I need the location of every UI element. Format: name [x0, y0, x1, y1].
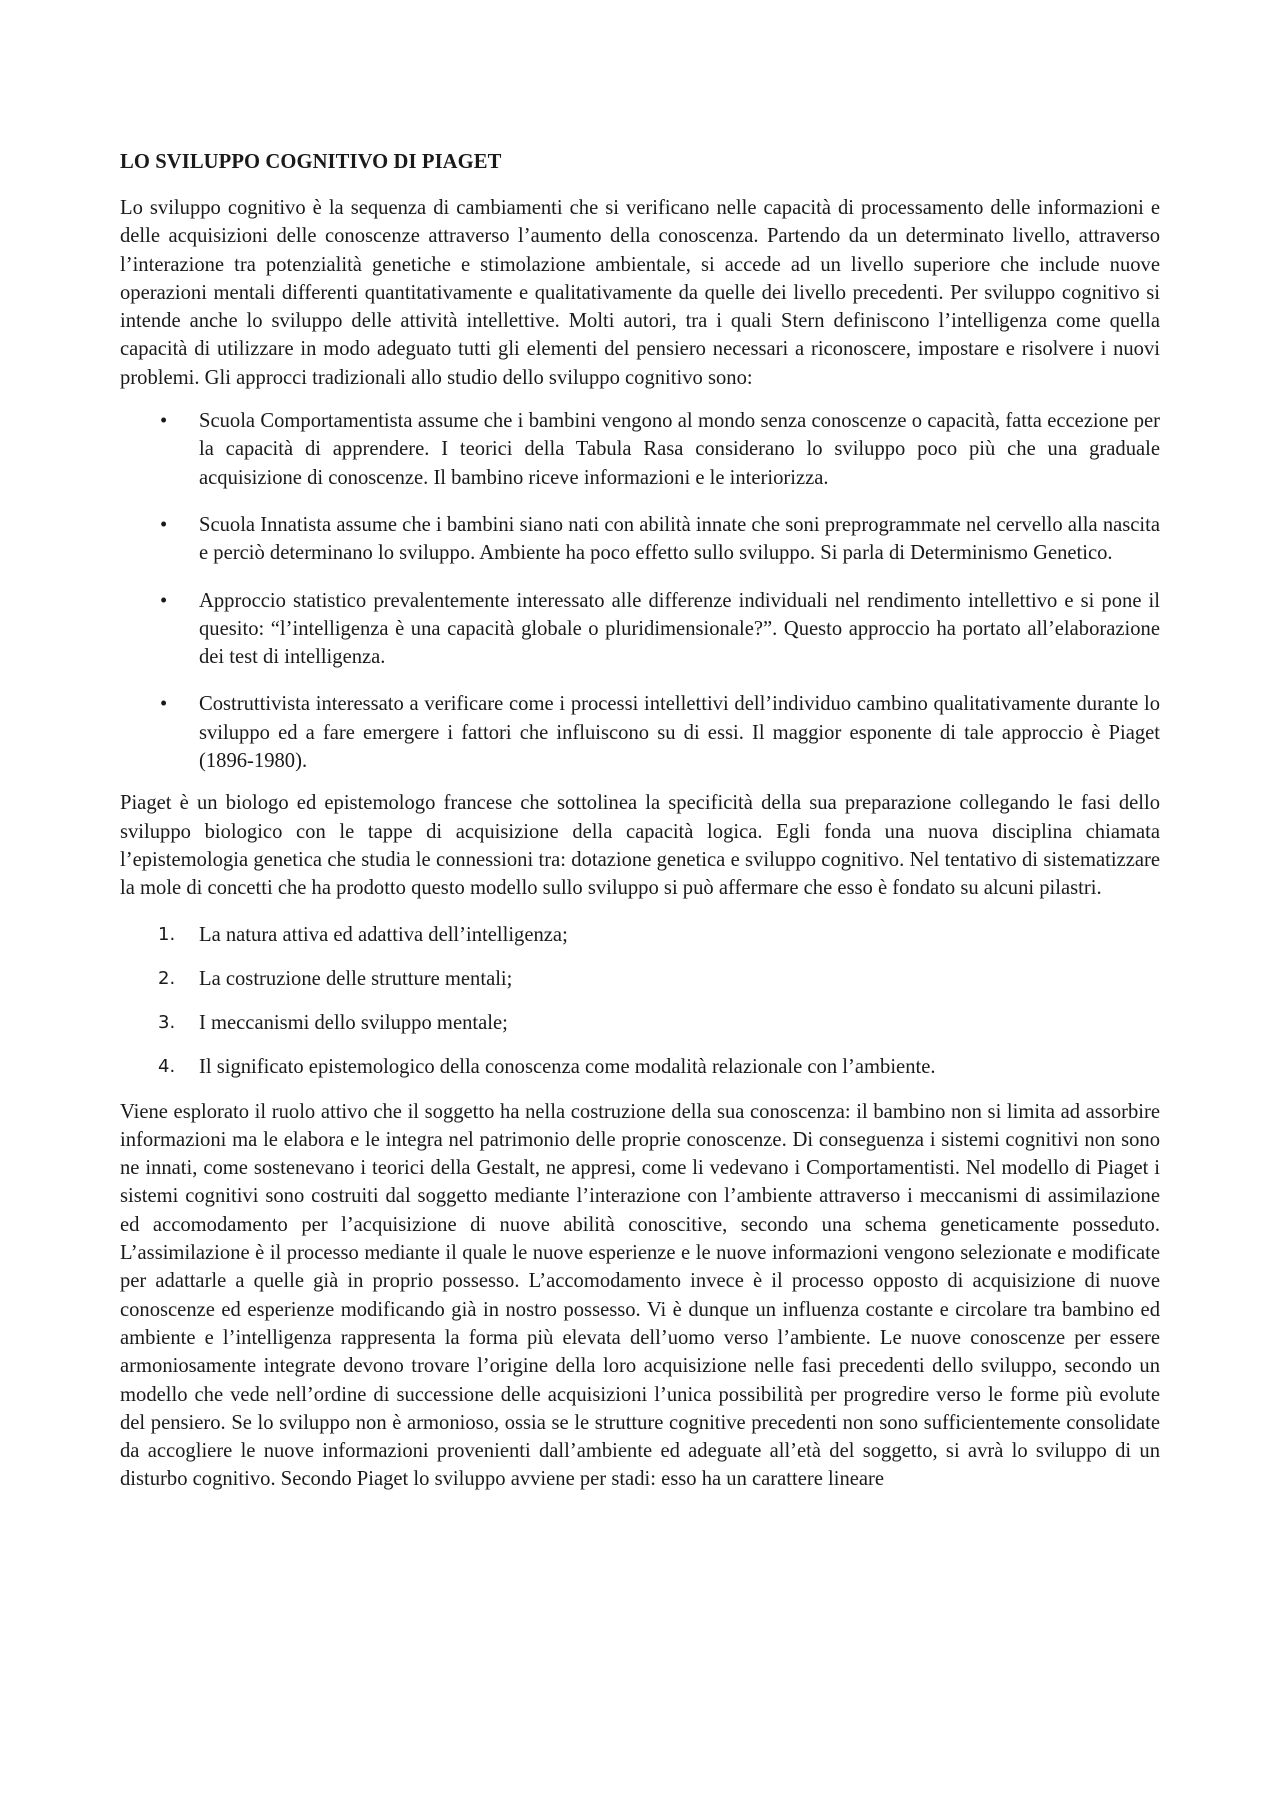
- list-number: 2.: [158, 967, 176, 989]
- approach-text: Costruttivista interessato a verificare come i processi intellettivi dell’individuo cambino qualitativamente durante lo sviluppo ed a fare emergere i fattori che influiscono su di essi. Il maggior esponente di tale approccio è Piaget (1896-1980).: [199, 693, 1160, 773]
- list-item: [120, 587, 1160, 672]
- approaches-list: [120, 407, 1160, 775]
- list-number: 3.: [158, 1011, 176, 1033]
- list-number: 4.: [158, 1055, 176, 1077]
- bullet-icon: •: [160, 589, 168, 612]
- list-item: [120, 1053, 1160, 1081]
- final-paragraph: Viene esplorato il ruolo attivo che il soggetto ha nella costruzione della sua conoscenza: il bambino non si limita ad assorbire informazioni ma le elabora e le integra nel patrimonio delle proprie conoscenze. Di conseguenza i sistemi cognitivi non sono ne innati, come sostenevano i teorici della Gestalt, ne appresi, come li vedevano i Comportamentisti. Nel modello di Piaget i sistemi cognitivi sono costruiti dal soggetto mediante l’interazione con l’ambiente attraverso i meccanismi di assimilazione ed accomodamento per l’acquisizione di nuove abilità conoscitive, secondo una schema geneticamente posseduto. L’assimilazione è il processo mediante il quale le nuove esperienze e le nuove informazioni vengono selezionate e modificate per adattarle a quelle già in proprio possesso. L’accomodamento invece è il processo opposto di acquisizione di nuove conoscenze ed esperienze modificando già in nostro possesso. Vi è dunque un influenza costante e circolare tra bambino ed ambiente e l’intelligenza rappresenta la forma più elevata dell’uomo verso l’ambiente. Le nuove conoscenze per essere armoniosamente integrate devono trovare l’origine della loro acquisizione nelle fasi precedenti dello sviluppo, secondo un modello che vede nell’ordine di successione delle acquisizioni l’unica possibilità per progredire verso le forme più evolute del pensiero. Se lo sviluppo non è armonioso, ossia se le strutture cognitive precedenti non sono sufficientemente consolidate da accogliere le nuove informazioni provenienti dall’ambiente ed adeguate all’età del soggetto, si avrà lo sviluppo di un disturbo cognitivo. Secondo Piaget lo sviluppo avviene per stadi: esso ha un carattere lineare: [120, 1100, 1160, 1491]
- piaget-intro-paragraph: Piaget è un biologo ed epistemologo francese che sottolinea la specificità della sua preparazione collegando le fasi dello sviluppo biologico con le tappe di acquisizione della capacità logica. Egli fonda una nuova disciplina chiamata l’epistemologia genetica che studia le connessioni tra: dotazione genetica e sviluppo cognitivo. Nel tentativo di sistematizzare la mole di concetti che ha prodotto questo modello sullo sviluppo si può affermare che esso è fondato su alcuni pilastri.: [120, 792, 1160, 900]
- pillar-text: I meccanismi dello sviluppo mentale;: [199, 1011, 508, 1034]
- approach-text: Scuola Innatista assume che i bambini siano nati con abilità innate che soni preprogrammate nel cervello alla nascita e perciò determinano lo sviluppo. Ambiente ha poco effetto sullo sviluppo. Si parla di Determinismo Genetico.: [199, 513, 1160, 565]
- pillar-text: Il significato epistemologico della conoscenza come modalità relazionale con l’ambiente.: [199, 1055, 936, 1078]
- bullet-icon: •: [160, 513, 168, 536]
- document-title: LO SVILUPPO COGNITIVO DI PIAGET: [120, 151, 502, 173]
- pillars-list: [120, 921, 1160, 1081]
- list-item: [120, 690, 1160, 775]
- approach-text: Scuola Comportamentista assume che i bambini vengono al mondo senza conoscenze o capacità, fatta eccezione per la capacità di apprendere. I teorici della Tabula Rasa considerano lo sviluppo poco più che una graduale acquisizione di conoscenze. Il bambino riceve informazioni e le interiorizza.: [199, 410, 1160, 489]
- pillar-text: La natura attiva ed adattiva dell’intelligenza;: [199, 923, 568, 946]
- pillar-text: La costruzione delle strutture mentali;: [199, 967, 513, 990]
- list-number: 1.: [158, 923, 176, 945]
- intro-paragraph: Lo sviluppo cognitivo è la sequenza di cambiamenti che si verificano nelle capacità di processamento delle informazioni e delle acquisizioni delle conoscenze attraverso l’aumento della conoscenza. Partendo da un determinato livello, attraverso l’interazione tra potenzialità genetiche e stimolazione ambientale, si accede ad un livello superiore che include nuove operazioni mentali differenti quantitativamente e qualitativamente da quelle dei livello precedenti. Per sviluppo cognitivo si intende anche lo sviluppo delle attività intellettive. Molti autori, tra i quali Stern definiscono l’intelligenza come quella capacità di utilizzare in modo adeguato tutti gli elementi del pensiero necessari a riconoscere, impostare e risolvere i nuovi problemi. Gli approcci tradizionali allo studio dello sviluppo cognitivo sono:: [120, 197, 1160, 389]
- approach-text: Approccio statistico prevalentemente interessato alle differenze individuali nel rendimento intellettivo e si pone il quesito: “l’intelligenza è una capacità globale o pluridimensionale?”. Questo approccio ha portato all’elaborazione dei test di intelligenza.: [199, 589, 1160, 669]
- list-item: [120, 921, 1160, 949]
- list-item: [120, 965, 1160, 993]
- list-item: [120, 511, 1160, 568]
- bullet-icon: •: [160, 693, 168, 716]
- list-item: [120, 407, 1160, 492]
- list-item: [120, 1009, 1160, 1037]
- bullet-icon: •: [160, 410, 168, 433]
- document-body: [120, 148, 1160, 1494]
